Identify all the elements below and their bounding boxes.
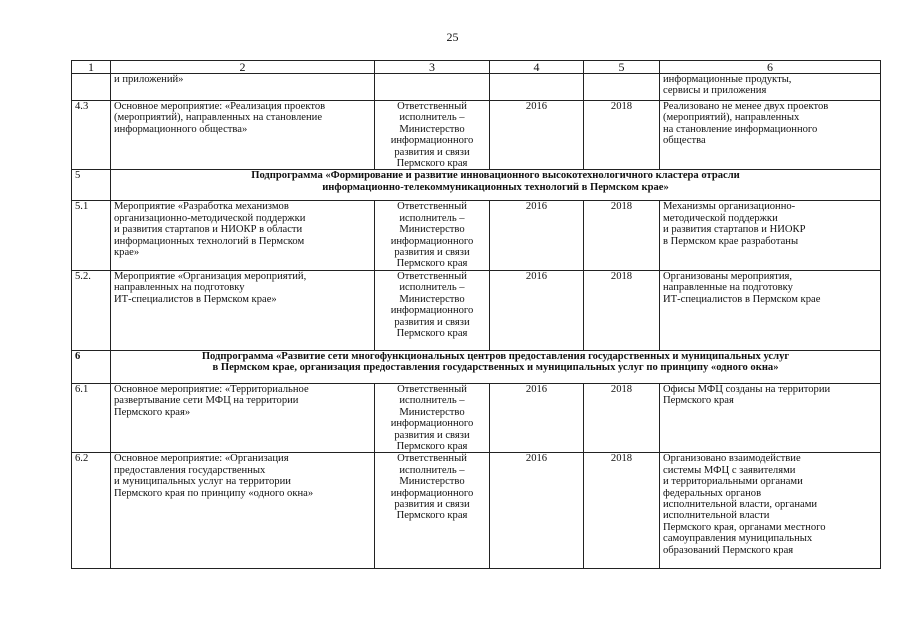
program-table (71, 60, 881, 569)
activity-name: Мероприятие «Разработка механизмов организационно-методической поддержки и развития стартапов и НИОКР в области информационных технологий в Пермском крае» (111, 201, 375, 270)
row-number: 4.3 (72, 101, 111, 170)
column-header: 6 (660, 61, 881, 74)
start-year: 2016 (490, 383, 584, 452)
row-number: 5.2. (72, 270, 111, 350)
expected-result: Организовано взаимодействие системы МФЦ с заявителями и территориальными органами федеральных органов исполнительной власти, органами исполнительной власти Пермского края, органами местного самоуправления муниципальных образований Пермского края (660, 453, 881, 569)
activity-name: Основное мероприятие: «Организация предоставления государственных и муниципальных услуг на территории Пермского края по принципу «одного окна» (111, 453, 375, 569)
start-year: 2016 (490, 270, 584, 350)
executor: Ответственный исполнитель – Министерство информационного развития и связи Пермского края (375, 453, 490, 569)
expected-result: Реализовано не менее двух проектов (мероприятий), направленных на становление информационного общества (660, 101, 881, 170)
column-header: 4 (490, 61, 584, 74)
end-year: 2018 (584, 101, 660, 170)
end-year (584, 74, 660, 101)
row-number: 5.1 (72, 201, 111, 270)
start-year (490, 74, 584, 101)
row-number: 6.2 (72, 453, 111, 569)
column-header: 3 (375, 61, 490, 74)
executor: Ответственный исполнитель – Министерство информационного развития и связи Пермского края (375, 270, 490, 350)
end-year: 2018 (584, 383, 660, 452)
table-row (72, 270, 881, 350)
row-number: 5 (72, 170, 111, 201)
activity-name: Основное мероприятие: «Территориальное развертывание сети МФЦ на территории Пермского края» (111, 383, 375, 452)
subprogram-title: Подпрограмма «Формирование и развитие инновационного высокотехнологичного кластера отрасли информационно-телекоммуникационных технологий в Пермском крае» (111, 170, 881, 201)
page-number: 25 (446, 30, 459, 44)
expected-result: информационные продукты, сервисы и приложения (660, 74, 881, 101)
subprogram-row (72, 350, 881, 383)
table-row (72, 383, 881, 452)
start-year: 2016 (490, 201, 584, 270)
expected-result: Офисы МФЦ созданы на территории Пермского края (660, 383, 881, 452)
table-row (72, 74, 881, 101)
table-row (72, 453, 881, 569)
row-number: 6 (72, 350, 111, 383)
column-header-row (72, 61, 881, 74)
start-year: 2016 (490, 453, 584, 569)
subprogram-row (72, 170, 881, 201)
expected-result: Механизмы организационно- методической поддержки и развития стартапов и НИОКР в Пермском крае разработаны (660, 201, 881, 270)
column-header: 2 (111, 61, 375, 74)
row-number (72, 74, 111, 101)
executor: Ответственный исполнитель – Министерство информационного развития и связи Пермского края (375, 101, 490, 170)
row-number: 6.1 (72, 383, 111, 452)
executor: Ответственный исполнитель – Министерство информационного развития и связи Пермского края (375, 383, 490, 452)
end-year: 2018 (584, 270, 660, 350)
start-year: 2016 (490, 101, 584, 170)
table-row (72, 101, 881, 170)
activity-name: и приложений» (111, 74, 375, 101)
subprogram-title: Подпрограмма «Развитие сети многофункциональных центров предоставления государственных и муниципальных услуг в Пермском крае, организация предоставления государственных и муниципальных услуг по принципу «одного окна» (111, 350, 881, 383)
end-year: 2018 (584, 201, 660, 270)
executor (375, 74, 490, 101)
expected-result: Организованы мероприятия, направленные на подготовку ИТ-специалистов в Пермском крае (660, 270, 881, 350)
activity-name: Мероприятие «Организация мероприятий, направленных на подготовку ИТ-специалистов в Пермском крае» (111, 270, 375, 350)
activity-name: Основное мероприятие: «Реализация проектов (мероприятий), направленных на становление информационного общества» (111, 101, 375, 170)
end-year: 2018 (584, 453, 660, 569)
table-row (72, 201, 881, 270)
column-header: 1 (72, 61, 111, 74)
executor: Ответственный исполнитель – Министерство информационного развития и связи Пермского края (375, 201, 490, 270)
column-header: 5 (584, 61, 660, 74)
